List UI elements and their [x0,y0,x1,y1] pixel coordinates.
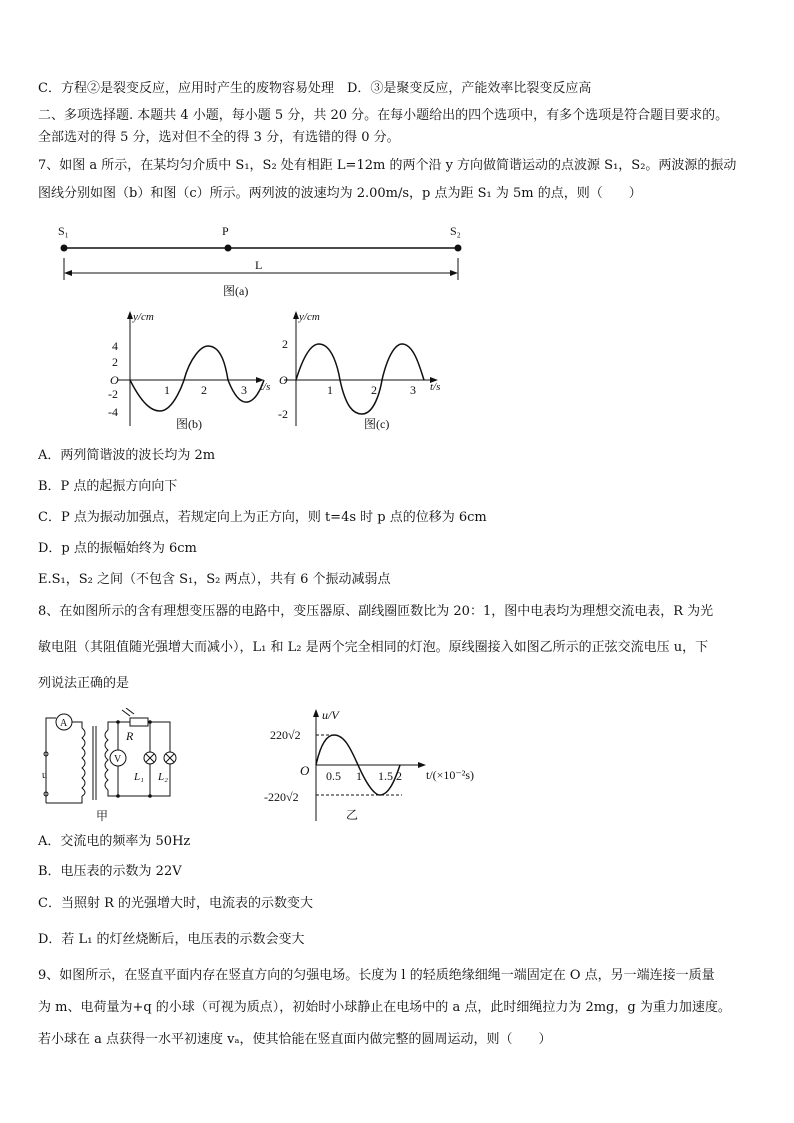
y-label: u/V [322,708,339,722]
ytick-neg2: -2 [278,407,288,421]
circuit-jia [38,708,188,826]
section-scoring: 全部选对的得 5 分，选对但不全的得 3 分，有选错的得 0 分。 [38,130,400,145]
xtick-2: 2 [201,383,207,397]
xtick-1: 1 [327,383,333,397]
ytick-4: 4 [112,339,118,353]
ytick-neg2: -2 [108,387,118,401]
caption-c: 图(c) [364,417,390,431]
xtick-1.5: 1.5 [378,769,393,783]
label-s1: S₁ [58,224,69,238]
xtick-1: 1 [356,769,362,783]
xtick-3: 3 [410,383,416,397]
point-s1 [61,245,68,252]
point-p [225,245,232,252]
q9-stem-line2: 为 m、电荷量为+q 的小球（可视为质点），初始时小球静止在电场中的 a 点，此时细绳拉力为 2mg，g 为重力加速度。 [38,1000,731,1015]
q9-stem-line1: 9、如图所示，在竖直平面内存在竖直方向的匀强电场。长度为 l 的轻质绝缘细绳一端固定在 O 点，另一端连接一质量 [38,968,715,983]
label-s2: S₂ [450,224,461,238]
xtick-0.5: 0.5 [326,769,341,783]
light-arrow-1 [122,710,130,716]
q8-stem-line3: 列说法正确的是 [38,676,130,691]
q8-stem-line1: 8、在如图所示的含有理想变压器的电路中，变压器原、副线圈匝数比为 20：1，图中电表均为理想交流电表，R 为光 [38,604,714,619]
light-arrow-2 [126,708,134,714]
figure-yi [262,703,512,825]
q7-stem-line1: 7、如图 a 所示，在某均匀介质中 S₁，S₂ 处有相距 L=12m 的两个沿 y 方向做简谐运动的点波源 S₁，S₂。两波源的振动 [38,158,737,173]
x-label: t/(×10⁻²s) [426,768,475,782]
y-label: y/cm [299,311,320,323]
origin-label: O [110,373,119,387]
junction [116,720,120,724]
caption-yi: 乙 [346,808,359,822]
xtick-2: 2 [396,769,402,783]
primary-wire [72,722,82,728]
y-axis-arrow [313,709,319,717]
figure-a [40,218,480,302]
ytick-2: 2 [282,337,288,351]
u-label: u [42,770,47,781]
ytick-neg4: -4 [108,405,118,419]
dim-arrow-left [64,270,72,276]
wave-c-curve [296,344,424,414]
q7-stem-line2: 图线分别如图（b）和图（c）所示。两列波的波速均为 2.00m/s，p 点为距 S₁ 为 5m 的点，则（ ） [38,186,642,201]
ammeter-label: A [60,718,68,729]
figure-c [274,308,454,432]
caption-jia: 甲 [96,809,109,823]
q9-stem-line3: 若小球在 a 点获得一水平初速度 vₐ，使其恰能在竖直面内做完整的圆周运动，则（ ） [38,1032,552,1047]
voltmeter-label: V [114,754,122,765]
q8-option-d: D．若 L₁ 的灯丝烧断后，电压表的示数会变大 [38,932,305,947]
wave-b-curve [130,346,264,411]
xtick-3: 3 [241,383,247,397]
x-label: t/s [430,381,441,393]
y-label: y/cm [133,311,154,323]
caption-b: 图(b) [176,417,202,431]
ytick-2: 2 [112,355,118,369]
q7-option-b: B．P 点的起振方向向下 [38,479,178,494]
figure-b [104,308,280,432]
q8-option-a: A．交流电的频率为 50Hz [38,834,191,849]
l2-label: L₂ [158,771,168,783]
origin-label: O [300,763,310,778]
primary-coil [82,728,85,796]
label-l: L [255,258,263,272]
origin-label: O [279,373,288,387]
dim-arrow-right [450,270,458,276]
l1-label: L₁ [134,771,144,783]
primary-bottom-wire [46,796,82,803]
x-axis-arrow [418,762,426,768]
junction [116,794,120,798]
xtick-1: 1 [164,383,170,397]
caption-a: 图(a) [223,284,249,298]
secondary-coil [105,730,108,790]
q8-stem-line2: 敏电阻（其阻值随光强增大而减小），L₁ 和 L₂ 是两个完全相同的灯泡。原线圈接入如图乙所示的正弦交流电压 u，下 [38,640,709,655]
q7-option-e: E.S₁，S₂ 之间（不包含 S₁，S₂ 两点），共有 6 个振动减弱点 [38,572,391,587]
junction [148,720,152,724]
q7-option-a: A．两列简谐波的波长均为 2m [38,448,216,463]
point-s2 [455,245,462,252]
ymin-label: -220√2 [264,790,299,804]
label-p: P [222,224,229,238]
xtick-2: 2 [371,383,377,397]
section-heading: 二、多项选择题. 本题共 4 小题，每小题 5 分，共 20 分。在每小题给出的四个选项中，有多个选项是符合题目要求的。 [38,108,729,123]
r-label: R [126,729,134,743]
q7-option-d: D．p 点的振幅始终为 6cm [38,541,197,556]
q8-option-c: C．当照射 R 的光强增大时，电流表的示数变大 [38,896,313,911]
q7-option-c: C．P 点为振动加强点，若规定向上为正方向，则 t=4s 时 p 点的位移为 6cm [38,510,487,525]
q6-option-c-d: C．方程②是裂变反应，应用时产生的废物容易处理 D．③是聚变反应，产能效率比裂变反应高 [38,81,592,96]
q8-option-b: B．电压表的示数为 22V [38,864,182,879]
junction [148,794,152,798]
x-label: t/s [260,381,271,393]
resistor-r [130,718,148,726]
primary-top-wire [46,718,56,728]
ymax-label: 220√2 [270,728,301,742]
